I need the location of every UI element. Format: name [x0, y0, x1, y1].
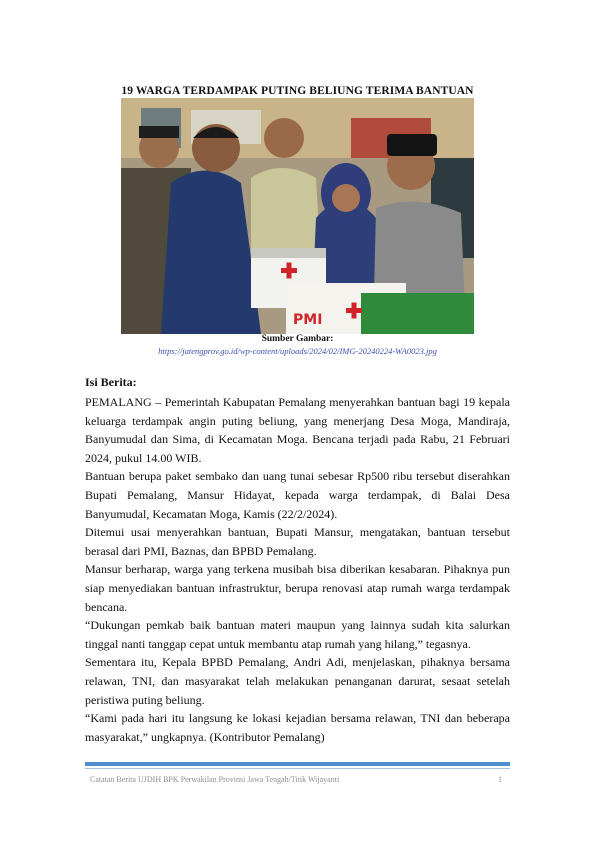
paragraph: PEMALANG – Pemerintah Kabupatan Pemalang menyerahkan bantuan bagi 19 kepala keluarga terdampak angin puting beliung, yang menerjang Desa Moga, Mandiraja, Banyumudal dan Sima, di Kecamatan Moga. Bencana terjadi pada Rabu, 21 Februari 2024, pukul 14.00 WIB.: [85, 395, 510, 465]
footer-divider: [85, 768, 510, 769]
paragraph: Sementara itu, Kepala BPBD Pemalang, Andri Adi, menjelaskan, pihaknya bersama relawan, TNI, dan masyarakat telah melakukan penanganan darurat, sesaat setelah peristiwa puting beliung.: [85, 655, 510, 707]
footer-bar: [85, 762, 510, 766]
article-title: 19 WARGA TERDAMPAK PUTING BELIUNG TERIMA BANTUAN: [121, 85, 474, 97]
caption-link[interactable]: https://jatengprov.go.id/wp-content/uploads/2024/02/IMG-20240224-WA0023.jpg: [158, 346, 437, 356]
section-heading: Isi Berita:: [85, 375, 137, 389]
paragraph: “Kami pada hari itu langsung ke lokasi kejadian bersama relawan, TNI dan beberapa masyarakat,” ungkapnya. (Kontributor Pemalang): [85, 711, 510, 744]
paragraph: “Dukungan pemkab baik bantuan materi maupun yang lainnya sudah kita salurkan tinggal nanti tanggap cepat untuk membantu atap rumah yang hilang,” tegasnya.: [85, 618, 510, 651]
footer-text: Catatan Berita UJDIH BPK Perwakilan Provinsi Jawa Tengah/Titik Wijayanti: [90, 775, 340, 784]
box-text: PMI: [293, 312, 323, 328]
paragraph: Bantuan berupa paket sembako dan uang tunai sebesar Rp500 ribu tersebut diserahkan Bupati Pemalang, Mansur Hidayat, kepada warga terdampak, di Balai Desa Banyumudal, Kecamatan Moga, Kamis (22/2/2024).: [85, 469, 510, 521]
caption-label: Sumber Gambar:: [261, 334, 334, 344]
news-photo: [121, 98, 474, 334]
paragraph: Ditemui usai menyerahkan bantuan, Bupati Mansur, mengatakan, bantuan tersebut berasal dari PMI, Baznas, dan BPBD Pemalang.: [85, 525, 510, 558]
page-number: 1: [498, 775, 502, 784]
paragraph: Mansur berharap, warga yang terkena musibah bisa diberikan kesabaran. Pihaknya pun siap menyediakan bantuan infrastruktur, berupa renovasi atap rumah warga terdampak bencana.: [85, 562, 510, 614]
article-body: [85, 393, 510, 746]
